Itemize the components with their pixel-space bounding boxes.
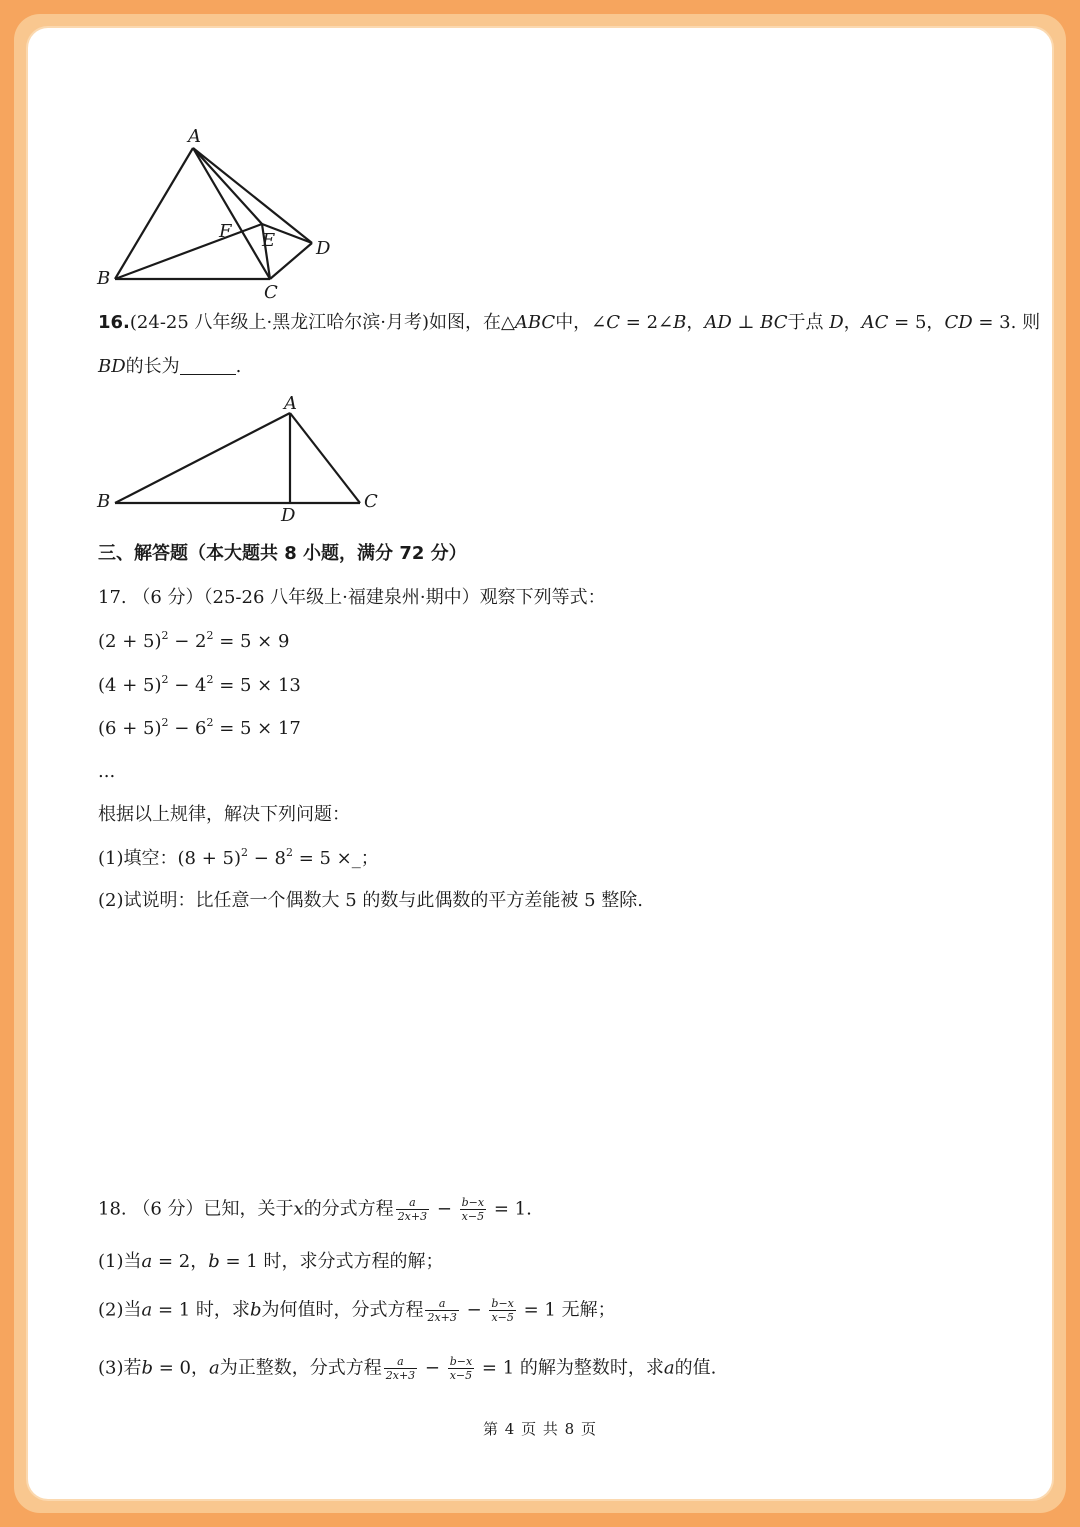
question-16-line-2 [98,355,241,379]
eq-text: = 5 × 9 [213,631,290,652]
q18-text: = 1 无解； [517,1299,616,1321]
q16-text: . [235,356,242,377]
q16-math-ad-bc: AD ⊥ BC [704,312,788,333]
superscript: 2 [161,629,169,642]
denominator: x−5 [449,1369,473,1382]
part-text: (1)填空： [98,848,178,869]
numerator: a [425,1297,458,1311]
q16-text: 如图，在△ [429,312,515,333]
q16-math-b: B [673,312,687,333]
q16-text: = 5， [888,312,945,333]
q18-text: = 2， [152,1251,209,1272]
q18-text: 18. （6 分）已知，关于 [98,1198,294,1220]
question-17-intro: 根据以上规律，解决下列问题： [98,804,350,825]
question-source: (24-25 八年级上·黑龙江哈尔滨·月考) [129,312,429,333]
fig1-label-d: D [316,238,331,259]
q16-text: 的长为 [125,356,180,377]
superscript: 2 [161,716,169,729]
q18-text: − [460,1299,488,1321]
question-17-part-1 [98,847,379,871]
fraction-bx-over-x5 [460,1196,486,1223]
answer-blank[interactable] [180,356,236,375]
eq-text: (2 + 5) [98,631,162,652]
page-footer: 第 4 页 共 8 页 [483,1420,597,1438]
q18-text: (2)当 [98,1299,142,1321]
eq-text: = 5 × 13 [213,675,301,696]
q18-text: (1)当 [98,1251,142,1272]
q18-text: = 1. [488,1198,532,1220]
superscript: 2 [206,716,214,729]
part-text: (8 + 5) [177,848,241,869]
part-text: = 5 ×_； [292,848,379,869]
denominator: x−5 [491,1311,514,1324]
q16-text: ， [686,312,705,333]
section-heading: 三、解答题（本大题共 8 小题，满分 72 分） [98,543,467,564]
q18-text: = 1 时，求分式方程的解； [219,1251,444,1272]
eq-text: (6 + 5) [98,718,162,739]
q18-text: 的分式方程 [303,1198,394,1220]
q18-text: 为正整数，分式方程 [219,1357,382,1379]
fraction-a-over-2x3 [425,1297,458,1324]
q18-text: 的值. [674,1357,717,1379]
figure-quadrilateral [90,120,350,305]
question-16-line-1 [98,311,1040,335]
fig2-label-d: D [281,505,296,526]
fig1-label-a: A [188,126,201,147]
equation-2 [98,674,301,698]
q18-text: (3)若 [98,1357,142,1379]
denominator: 2x+3 [385,1369,416,1382]
numerator: b−x [491,1297,514,1310]
equation-1 [98,630,289,654]
superscript: 2 [285,846,293,859]
figure-triangle [95,395,395,525]
ellipsis: ... [98,761,116,782]
fraction-bx-over-x5 [489,1297,515,1324]
q16-text: = 3. 则 [972,312,1041,333]
numerator: b−x [461,1196,485,1209]
q16-text: = 2∠ [620,312,674,333]
numerator: b−x [449,1355,473,1368]
q18-math-b: b [141,1357,154,1379]
question-17-header: 17. （6 分）（25-26 八年级上·福建泉州·期中）观察下列等式： [98,587,606,608]
q18-text: − [431,1198,458,1220]
q18-math-b: b [249,1299,262,1321]
superscript: 2 [206,673,214,686]
q16-math-d: D [829,312,844,333]
fig2-label-b: B [97,491,111,512]
q16-math-cd: CD [944,312,973,333]
eq-text: − 2 [168,631,207,652]
q16-math-abc: ABC [514,312,556,333]
superscript: 2 [206,629,214,642]
q18-math-a: a [141,1251,153,1272]
fraction-a-over-2x3 [396,1196,429,1223]
q16-text: 中，∠ [555,312,607,333]
q18-text: − [419,1357,446,1379]
fig1-label-e: E [262,230,276,251]
fig2-label-a: A [284,393,297,414]
question-18-part-2 [98,1297,616,1324]
question-number: 16. [98,312,130,333]
fig1-label-f: F [219,221,232,242]
denominator: 2x+3 [397,1210,428,1223]
question-18-part-3 [98,1355,716,1382]
q18-math-a: a [209,1357,220,1379]
equation-3 [98,717,301,741]
q18-text: = 1 时，求 [152,1299,250,1321]
q16-text: ， [843,312,862,333]
q16-math-c: C [606,312,621,333]
question-17-part-2: (2)试说明：比任意一个偶数大 5 的数与此偶数的平方差能被 5 整除. [98,890,644,911]
q18-text: = 1 的解为整数时，求 [476,1357,664,1379]
numerator: a [396,1196,429,1210]
eq-text: − 6 [168,718,207,739]
part-text: − 8 [247,848,286,869]
fraction-bx-over-x5 [448,1355,474,1382]
q18-math-x: x [293,1198,304,1220]
q16-math-bd: BD [98,356,126,377]
eq-text: = 5 × 17 [213,718,301,739]
eq-text: − 4 [168,675,207,696]
superscript: 2 [161,673,169,686]
question-18-part-1 [98,1250,443,1274]
q18-math-a: a [141,1299,153,1321]
question-18-header [98,1196,532,1223]
fig1-label-c: C [264,282,278,303]
q18-text: 为何值时，分式方程 [261,1299,424,1321]
fig1-label-b: B [97,268,111,289]
q16-text: 于点 [787,312,830,333]
q18-math-b: b [208,1251,220,1272]
q18-text: = 0， [153,1357,210,1379]
eq-text: (4 + 5) [98,675,162,696]
q16-math-ac: AC [861,312,889,333]
denominator: 2x+3 [427,1311,457,1324]
numerator: a [384,1355,417,1369]
denominator: x−5 [461,1210,485,1223]
q18-math-a: a [663,1357,675,1379]
fraction-a-over-2x3 [384,1355,417,1382]
fig2-label-c: C [364,491,378,512]
superscript: 2 [240,846,248,859]
